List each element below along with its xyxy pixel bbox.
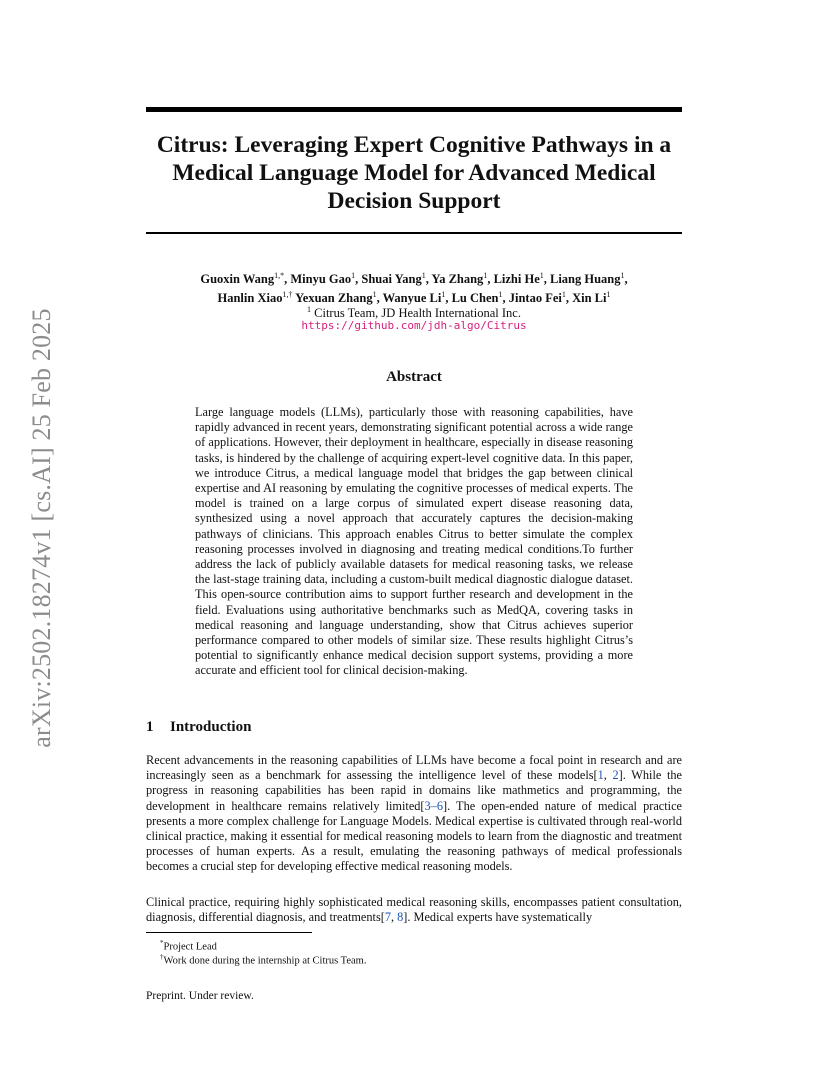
affiliation: $^1$ Citrus Team, JD Health International Inc. <box>307 305 521 321</box>
author-list <box>146 268 682 306</box>
footnote-project-lead: *Project Lead <box>160 939 217 953</box>
author: Guoxin Wang$^{1,*}$ <box>200 271 285 287</box>
footnote-internship: †Work done during the internship at Citrus Team. <box>160 953 367 967</box>
section-heading-introduction <box>146 719 682 736</box>
author: Lu Chen$^1$ <box>451 290 503 306</box>
section-title: Introduction <box>170 719 252 735</box>
citation-link[interactable]: 1 <box>597 768 604 783</box>
author: Hanlin Xiao$^{1,\dagger}$ <box>217 290 293 306</box>
author: Minyu Gao$^1$ <box>290 271 356 287</box>
citation-link[interactable]: 7 <box>384 910 391 925</box>
author: Jintao Fei$^1$ <box>508 290 566 306</box>
arxiv-side-identifier: arXiv:2502.18274v1 [cs.AI] 25 Feb 2025 <box>26 307 56 748</box>
intro-paragraph-1: Recent advancements in the reasoning capabilities of LLMs have become a focal point in research and are increasingly seen as a benchmark for assessing the intelligence level of these models[1, 2]. While the progress in reasoning capabilities has been rapid in domains like mathmetics and programming, the development in healthcare remains relatively limited[3–6]. The open-ended nature of medical practice presents a more complex challenge for Language Models. Medical expertise is cultivated through real-world clinical practice, making it essential for medical reasoning models to learn from the diagnostic and treatment processes of human experts. As a result, emulating the reasoning pathways of medical professionals becomes a crucial step for developing effective medical reasoning models. <box>146 753 682 874</box>
abstract-text: Large language models (LLMs), particularly those with reasoning capabilities, have rapidly advanced in recent years, demonstrating significant potential across a wide range of applications. However, their deployment in healthcare, especially in disease reasoning tasks, is hindered by the challenge of acquiring expert-level cognitive data. In this paper, we introduce Citrus, a medical language model that bridges the gap between clinical expertise and AI reasoning by emulating the cognitive processes of medical experts. The model is trained on a large corpus of simulated expert disease reasoning data, synthesized using a novel approach that accurately captures the decision-making pathways of clinicians. This approach enables Citrus to better simulate the complex reasoning processes involved in diagnosing and treating medical conditions.To further address the lack of publicly available datasets for medical reasoning tasks, we release the last-stage training data, including a custom-built medical diagnostic dialogue dataset. This open-source contribution aims to support further research and development in the field. Evaluations using authoritative benchmarks such as MedQA, covering tasks in medical reasoning and language understanding, show that Citrus achieves superior performance compared to other models of similar size. These results highlight Citrus’s potential to significantly enhance medical decision support systems, providing a more accurate and efficient tool for clinical decision-making. <box>195 405 633 678</box>
paper-title: Citrus: Leveraging Expert Cognitive Pathways in a Medical Language Model for Advanced Medical Decision Support <box>156 132 672 214</box>
abstract-heading: Abstract <box>386 369 442 385</box>
intro-paragraph-2: Clinical practice, requiring highly sophisticated medical reasoning skills, encompasses patient consultation, diagnosis, differential diagnosis, and treatments[7, 8]. Medical experts have systematically <box>146 895 682 925</box>
author: Wanyue Li$^1$ <box>382 290 446 306</box>
preprint-footer: Preprint. Under review. <box>146 990 254 1002</box>
author: Liang Huang$^1$ <box>550 271 625 287</box>
title-bottom-rule <box>146 232 682 234</box>
author: Xin Li$^1$ <box>572 290 611 306</box>
citation-link[interactable]: 8 <box>397 910 404 925</box>
citation-link[interactable]: 2 <box>612 768 619 783</box>
author: Shuai Yang$^1$ <box>361 271 426 287</box>
author: Lizhi He$^1$ <box>493 271 544 287</box>
footnote-divider <box>146 932 312 933</box>
author-line-2: Hanlin Xiao$^{1,\dagger}$ Yexuan Zhang$^1$, Wanyue Li$^1$, Lu Chen$^1$, Jintao Fei$^1$, Xin Li$^1$ <box>217 290 611 306</box>
repo-link[interactable]: https://github.com/jdh-algo/Citrus <box>301 319 527 332</box>
author-line-1: Guoxin Wang$^{1,*}$, Minyu Gao$^1$, Shuai Yang$^1$, Ya Zhang$^1$, Lizhi He$^1$, Liang Huang$^1$, <box>200 271 628 287</box>
section-number: 1 <box>146 719 154 735</box>
author: Ya Zhang$^1$ <box>431 271 488 287</box>
author: Yexuan Zhang$^1$ <box>295 290 377 306</box>
citation-link[interactable]: 3–6 <box>424 798 443 813</box>
title-top-rule <box>146 107 682 112</box>
